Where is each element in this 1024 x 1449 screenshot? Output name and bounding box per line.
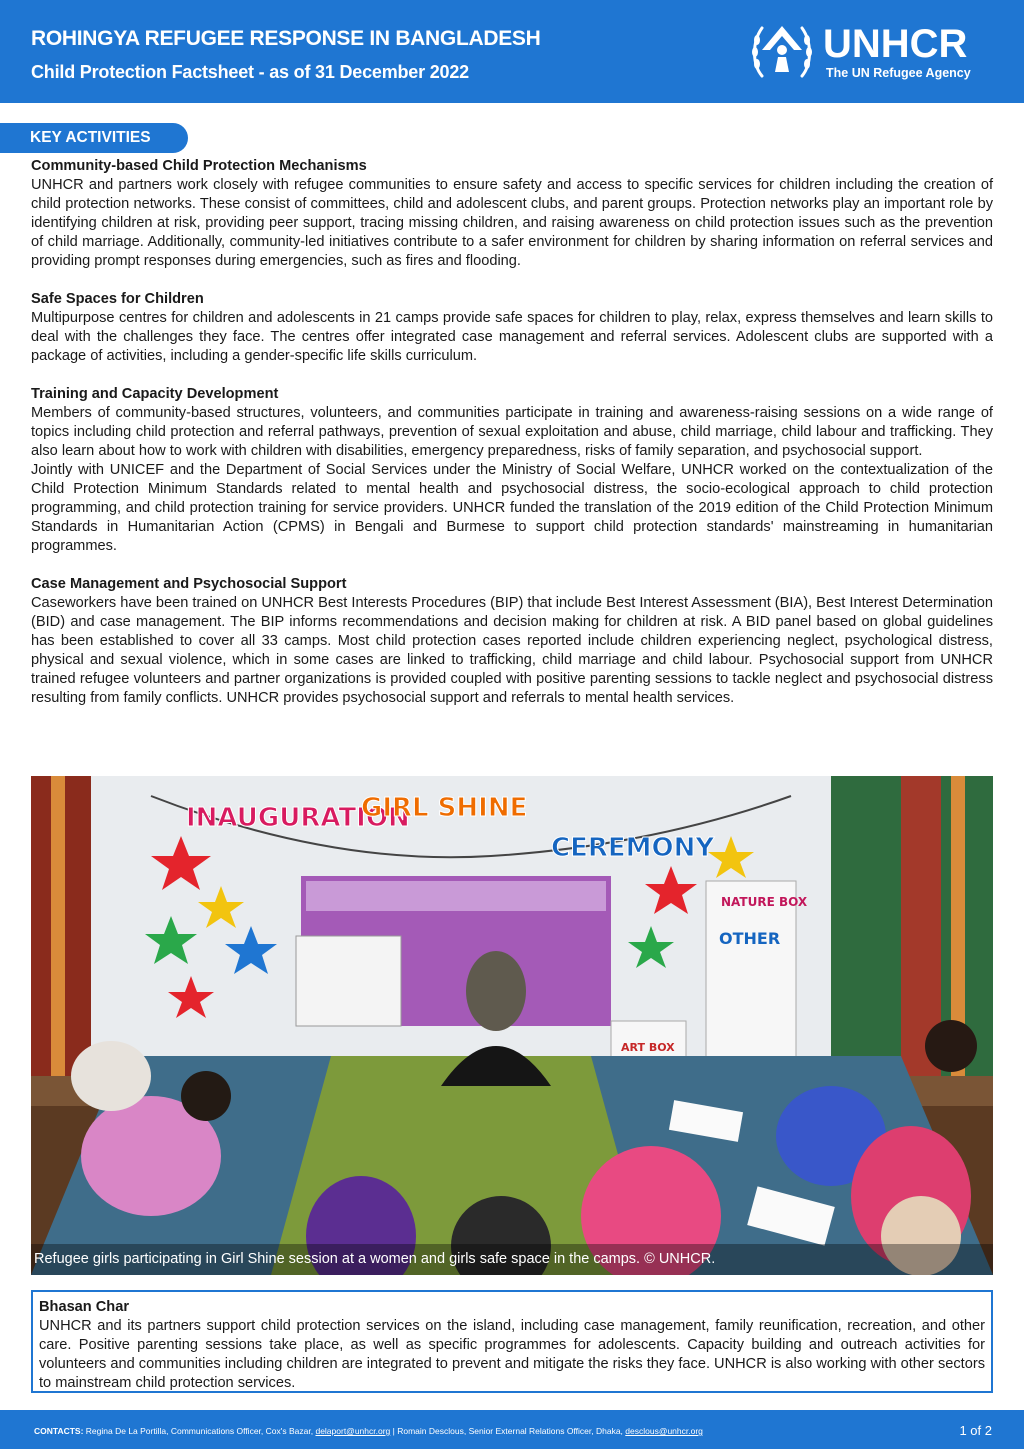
logo-wordmark: UNHCR xyxy=(823,22,968,66)
photo-nature-box: NATURE BOX xyxy=(721,895,808,909)
document-subtitle: Child Protection Factsheet - as of 31 December 2022 xyxy=(31,62,469,82)
header xyxy=(0,0,1024,103)
photo-banner-line1: INAUGURATION xyxy=(186,803,410,833)
section-heading: Community-based Child Protection Mechanisms xyxy=(31,158,367,174)
photo-illustration xyxy=(31,776,993,1275)
contact-2: Romain Desclous, Senior External Relations Officer, Dhaka, xyxy=(397,1426,623,1436)
contact-separator: | xyxy=(392,1426,395,1436)
unhcr-emblem-icon xyxy=(748,20,816,82)
contact-1: Regina De La Portilla, Communications Officer, Cox's Bazar, xyxy=(85,1426,314,1436)
contacts xyxy=(34,1426,703,1436)
section-body: Multipurpose centres for children and adolescents in 21 camps provide safe spaces for children to play, relax, express themselves and learn skills to deal with the challenges they face. The centres offer integrated case management and referral services. Adolescent clubs are supported with a package of activities, including a gender-specific life skills curriculum. xyxy=(31,310,993,364)
unhcr-logo xyxy=(748,20,998,82)
contact-1-email-link[interactable]: delaport@unhcr.org xyxy=(315,1426,391,1436)
section-heading: Training and Capacity Development xyxy=(31,386,279,402)
key-activities-label: KEY ACTIVITIES xyxy=(0,123,188,153)
logo-tagline: The UN Refugee Agency xyxy=(826,66,971,80)
bhasan-char-box xyxy=(31,1290,993,1393)
section-body-2: Jointly with UNICEF and the Department of Social Services under the Ministry of Social Welfare, UNHCR worked on the contextualization of the Child Protection Minimum Standards related to mental health and psychosocial distress, the socio-ecological approach to child protection programming, and child protection training for service providers. UNHCR funded the translation of the 2019 edition of the Child Protection Minimum Standards in Humanitarian Action (CPMS) in Bengali and Burmese to support child protection standards' mainstreaming in humanitarian programmes. xyxy=(31,462,993,554)
contact-2-email-link[interactable]: desclous@unhcr.org xyxy=(625,1426,703,1436)
document-title: ROHINGYA REFUGEE RESPONSE IN BANGLADESH xyxy=(31,27,541,50)
section-case-management xyxy=(31,575,993,708)
main-content xyxy=(31,157,993,727)
section-heading: Case Management and Psychosocial Support xyxy=(31,576,347,592)
photo-other-box: OTHER xyxy=(719,929,781,948)
page-number: 1 of 2 xyxy=(959,1423,992,1438)
bhasan-char-heading: Bhasan Char xyxy=(39,1299,130,1315)
photo-banner-top: GIRL SHINE xyxy=(361,793,528,823)
section-community-mechanisms xyxy=(31,157,993,271)
contacts-label: CONTACTS: xyxy=(34,1426,84,1436)
section-body: Members of community-based structures, volunteers, and communities participate in training and awareness-raising sessions on a wide range of topics including child protection and referral pathways, prevention of sexual exploitation and abuse, child marriage, child labour and trafficking. They also learn about how to work with children with disabilities, emergency preparedness, risks of family separation, and psychosocial support. xyxy=(31,405,993,459)
section-safe-spaces xyxy=(31,290,993,366)
section-training xyxy=(31,385,993,556)
section-body: Caseworkers have been trained on UNHCR Best Interests Procedures (BIP) that include Best Interest Assessment (BIA), Best Interest Determination (BID) and case management. The BIP informs recommendations and decision making for children at risk. A BID panel based on global guidelines has been established to cover all 33 camps. Most child protection cases reported include children experiencing neglect, psychological distress, physical and sexual violence, which in some cases are linked to trafficking, child marriage and child labour. Psychosocial support from UNHCR trained refugee volunteers and partner organizations is provided coupled with positive parenting sessions to tackle neglect and psychosocial distress resulting from family conflicts. UNHCR provides psychosocial support and referrals to mental health services. xyxy=(31,595,993,706)
photo-banner-line2: CEREMONY xyxy=(551,833,715,863)
session-photo xyxy=(31,776,993,1275)
section-body: UNHCR and partners work closely with refugee communities to ensure safety and access to specific services for children including the creation of child protection networks. These consist of committees, child and adolescent clubs, and parent groups. Protection networks play an important role by identifying children at risk, providing peer support, tracing missing children, and raising awareness on child protection issues such as the prevention of child marriage. Additionally, community-led initiatives contribute to a safer environment for children by sharing information on referral services and providing prompt responses during emergencies, such as fires and flooding. xyxy=(31,177,993,269)
photo-caption: Refugee girls participating in Girl Shine session at a women and girls safe space in the camps. © UNHCR. xyxy=(31,1244,993,1275)
section-heading: Safe Spaces for Children xyxy=(31,291,204,307)
footer xyxy=(0,1410,1024,1449)
photo-art-box: ART BOX xyxy=(621,1041,675,1054)
bhasan-char-body: UNHCR and its partners support child protection services on the island, including case management, family reunification, recreation, and other care. Positive parenting sessions take place, as well as specific programmes for adolescents. Capacity building and outreach activities for volunteers and communities including children are integrated to prevent and mitigate the risks they face. UNHCR is also working with other sectors to mainstream child protection services. xyxy=(39,1318,985,1391)
